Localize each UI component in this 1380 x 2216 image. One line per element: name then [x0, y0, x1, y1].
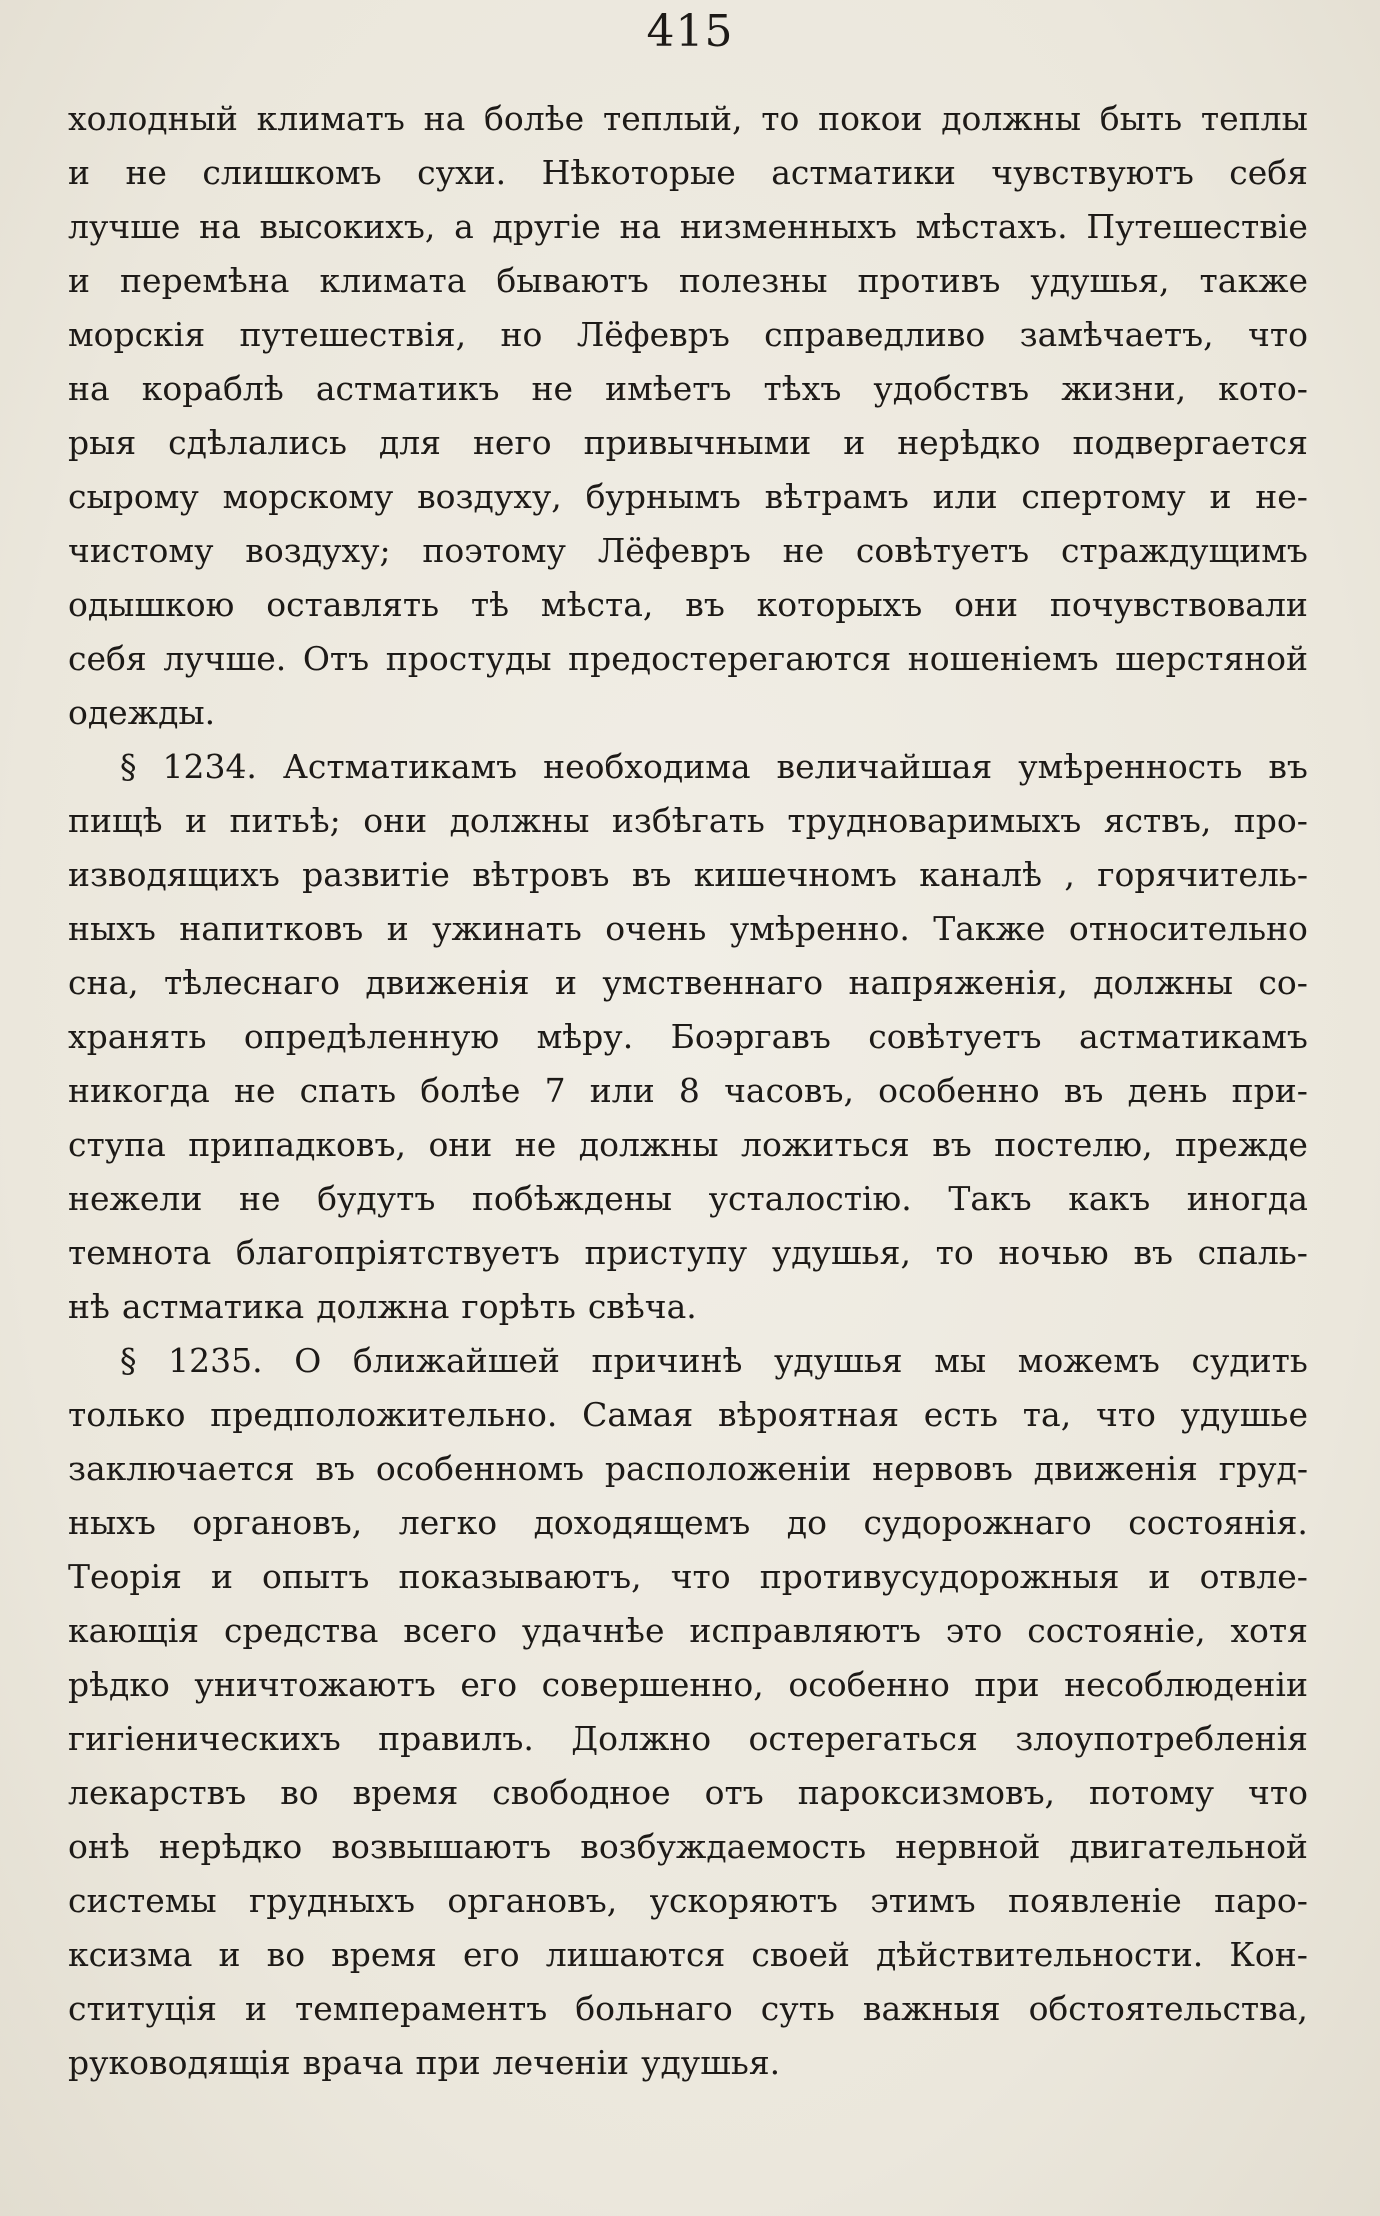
text-line: пищѣ и питьѣ; они должны избѣгать трудноваримыхъ яствъ, про-: [68, 801, 1308, 840]
text-line: онѣ нерѣдко возвышаютъ возбуждаемость нервной двигательной: [68, 1827, 1308, 1866]
text-line: лучше на высокихъ, а другіе на низменныхъ мѣстахъ. Путешествіе: [68, 207, 1308, 246]
text-line: ксизма и во время его лишаются своей дѣйствительности. Кон-: [68, 1935, 1308, 1974]
text-line: себя лучше. Отъ простуды предостерегаются ношеніемъ шерстяной: [68, 639, 1308, 678]
body-text: [68, 92, 1308, 2090]
text-line: хранять опредѣленную мѣру. Боэргавъ совѣтуетъ астматикамъ: [68, 1017, 1308, 1056]
text-line: кающія средства всего удачнѣе исправляютъ это состояніе, хотя: [68, 1611, 1308, 1650]
text-line: одежды.: [68, 693, 216, 732]
text-line: Теорія и опытъ показываютъ, что противусудорожныя и отвле-: [68, 1557, 1308, 1596]
text-line: руководящія врача при леченіи удушья.: [68, 2043, 781, 2082]
text-line: и не слишкомъ сухи. Нѣкоторые астматики чувствуютъ себя: [68, 153, 1308, 192]
text-line: сна, тѣлеснаго движенія и умственнаго напряженія, должны со-: [68, 963, 1308, 1002]
text-line: рѣдко уничтожаютъ его совершенно, особенно при несоблюденіи: [68, 1665, 1308, 1704]
text-line: § 1234. Астматикамъ необходима величайшая умѣренность въ: [120, 747, 1308, 786]
text-line: § 1235. О ближайшей причинѣ удушья мы можемъ судить: [120, 1341, 1308, 1380]
text-line: холодный климатъ на болѣе теплый, то покои должны быть теплы: [68, 99, 1308, 138]
text-line: рыя сдѣлались для него привычными и нерѣдко подвергается: [68, 423, 1308, 462]
text-line: одышкою оставлять тѣ мѣста, въ которыхъ они почувствовали: [68, 585, 1308, 624]
text-line: лекарствъ во время свободное отъ пароксизмовъ, потому что: [68, 1773, 1308, 1812]
text-line: и перемѣна климата бываютъ полезны противъ удушья, также: [68, 261, 1308, 300]
page-number: 415: [646, 6, 734, 57]
text-line: только предположительно. Самая вѣроятная есть та, что удушье: [68, 1395, 1308, 1434]
text-line: морскія путешествія, но Лёфевръ справедливо замѣчаетъ, что: [68, 315, 1308, 354]
text-line: изводящихъ развитіе вѣтровъ въ кишечномъ каналѣ , горячитель-: [68, 855, 1308, 894]
text-line: чистому воздуху; поэтому Лёфевръ не совѣтуетъ страждущимъ: [68, 531, 1308, 570]
text-line: нежели не будутъ побѣждены усталостію. Такъ какъ иногда: [68, 1179, 1308, 1218]
text-line: ституція и темпераментъ больнаго суть важныя обстоятельства,: [68, 1989, 1308, 2028]
text-line: системы грудныхъ органовъ, ускоряютъ этимъ появленіе паро-: [68, 1881, 1308, 1920]
text-line: ныхъ напитковъ и ужинать очень умѣренно. Также относительно: [68, 909, 1308, 948]
text-line: гигіеническихъ правилъ. Должно остерегаться злоупотребленія: [68, 1719, 1308, 1758]
text-line: ныхъ органовъ, легко доходящемъ до судорожнаго состоянія.: [68, 1503, 1308, 1542]
text-line: нѣ астматика должна горѣть свѣча.: [68, 1287, 697, 1326]
text-line: сырому морскому воздуху, бурнымъ вѣтрамъ или спертому и не-: [68, 477, 1308, 516]
text-line: никогда не спать болѣе 7 или 8 часовъ, особенно въ день при-: [68, 1071, 1308, 1110]
text-line: темнота благопріятствуетъ приступу удушья, то ночью въ спаль-: [68, 1233, 1308, 1272]
text-line: на кораблѣ астматикъ не имѣетъ тѣхъ удобствъ жизни, кото-: [68, 369, 1308, 408]
text-line: ступа припадковъ, они не должны ложиться въ постелю, прежде: [68, 1125, 1308, 1164]
text-line: заключается въ особенномъ расположеніи нервовъ движенія груд-: [68, 1449, 1308, 1488]
